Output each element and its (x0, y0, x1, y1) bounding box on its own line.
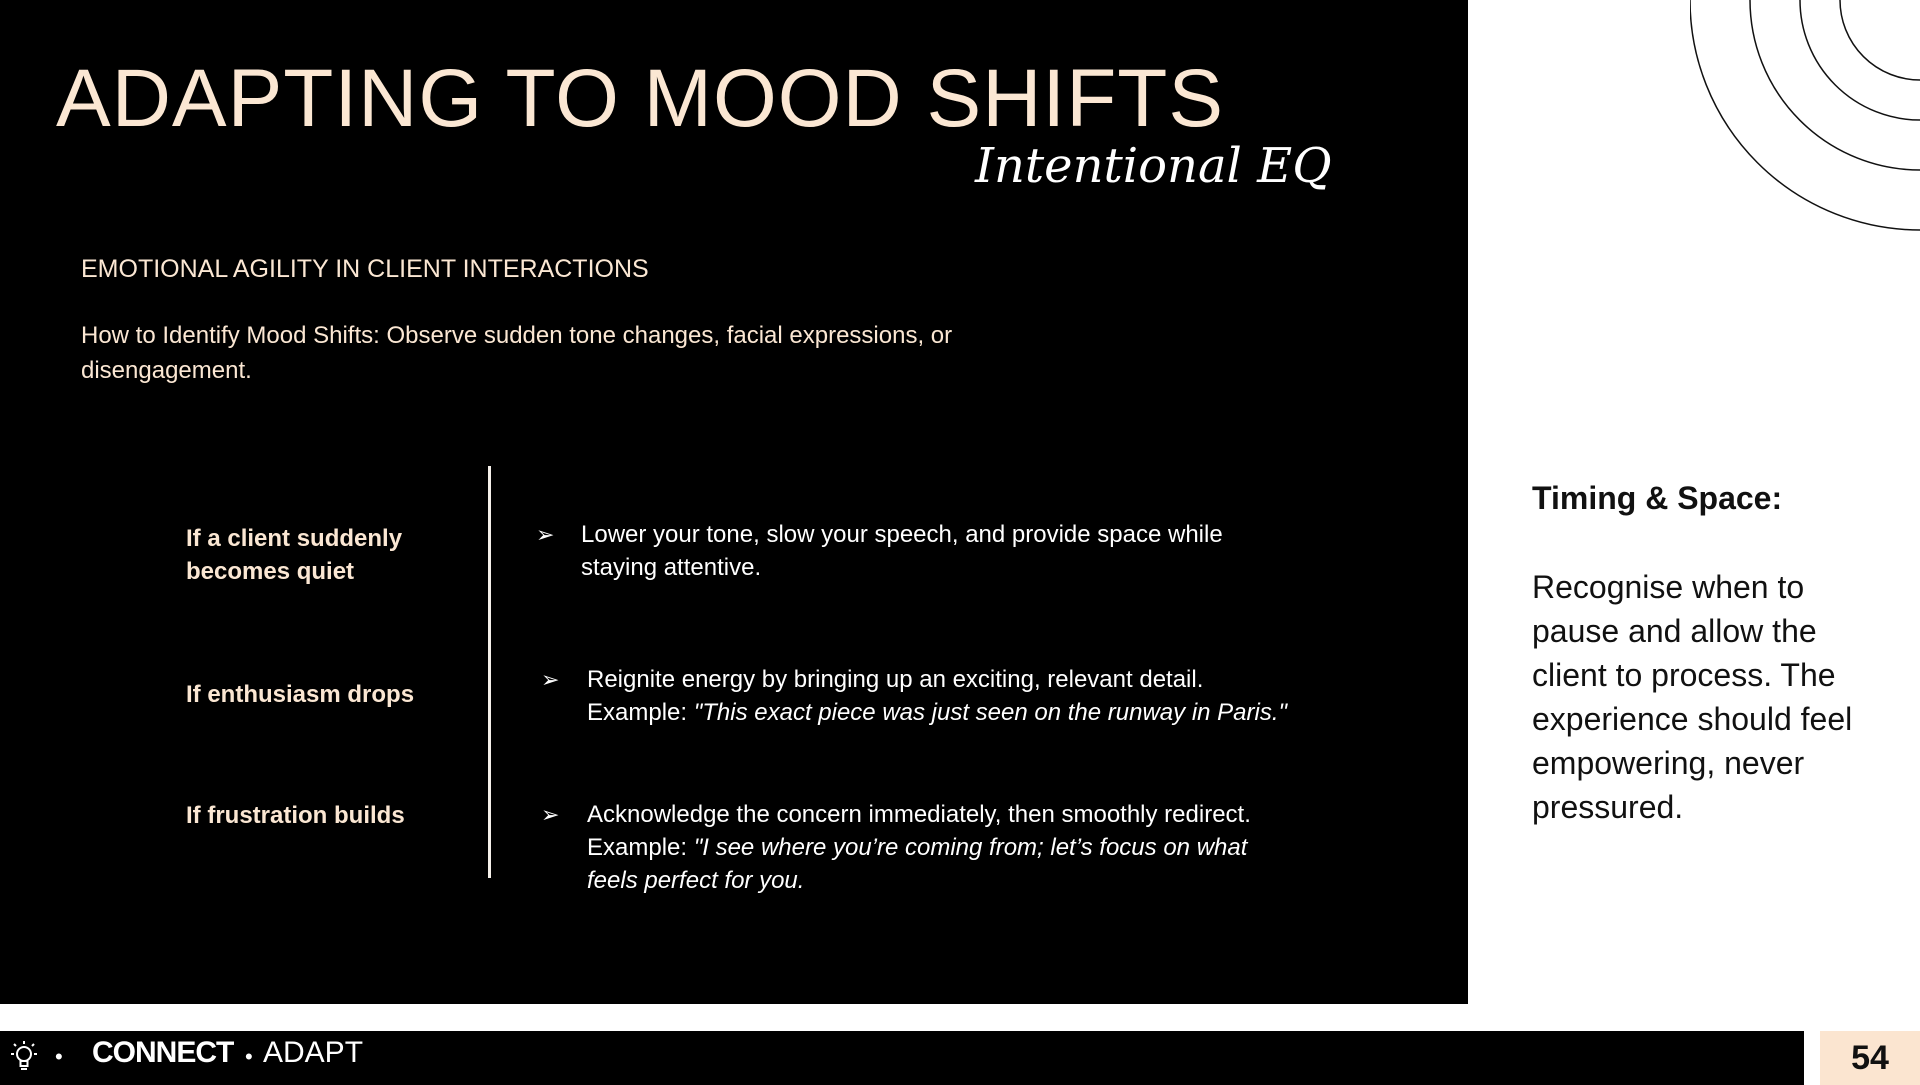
intro-text: How to Identify Mood Shifts: Observe sudden tone changes, facial expressions, or disengagement. (81, 322, 953, 384)
example-prefix: Example: (587, 699, 694, 726)
footer-bullet: • (245, 1044, 253, 1069)
lightbulb-icon (6, 1039, 42, 1075)
concentric-rings-decoration (1690, 0, 1920, 232)
arrow-bullet-icon: ➢ (541, 802, 560, 827)
arrow-bullet-icon: ➢ (541, 667, 560, 692)
scenario-example (587, 831, 1287, 897)
footer-section-current: CONNECT (92, 1036, 234, 1069)
page-number-badge: 54 (1820, 1031, 1920, 1085)
aside-heading: Timing & Space: (1532, 480, 1783, 516)
scenario-label: If enthusiasm drops (186, 681, 415, 708)
footer-bullet: • (55, 1044, 63, 1069)
section-heading: EMOTIONAL AGILITY IN CLIENT INTERACTIONS (81, 255, 649, 283)
aside-body: Recognise when to pause and allow the client to process. The experience should feel empowering, never pressured. (1532, 569, 1853, 825)
scenario-example (587, 696, 1407, 729)
scenario-action: Reignite energy by bringing up an exciting, relevant detail. (587, 666, 1204, 693)
scenario-response (587, 798, 1287, 897)
example-prefix: Example: (587, 834, 694, 861)
scenario-label: If frustration builds (186, 802, 405, 829)
arrow-bullet-icon: ➢ (536, 522, 555, 547)
vertical-divider (488, 466, 491, 878)
scenario-response (581, 518, 1281, 584)
footer-section-next: ADAPT (263, 1036, 364, 1069)
scenario-action: Lower your tone, slow your speech, and provide space while staying attentive. (581, 521, 1223, 581)
scenario-label: If a client suddenly becomes quiet (186, 525, 403, 585)
script-subtitle: Intentional EQ (975, 138, 1332, 194)
slide-title: ADAPTING TO MOOD SHIFTS (56, 53, 1225, 144)
example-quote: "I see where you’re coming from; let’s focus on what feels perfect for you. (587, 834, 1248, 894)
scenario-response (587, 663, 1407, 729)
example-quote: "This exact piece was just seen on the runway in Paris." (693, 699, 1288, 726)
scenario-action: Acknowledge the concern immediately, then smoothly redirect. (587, 801, 1251, 828)
